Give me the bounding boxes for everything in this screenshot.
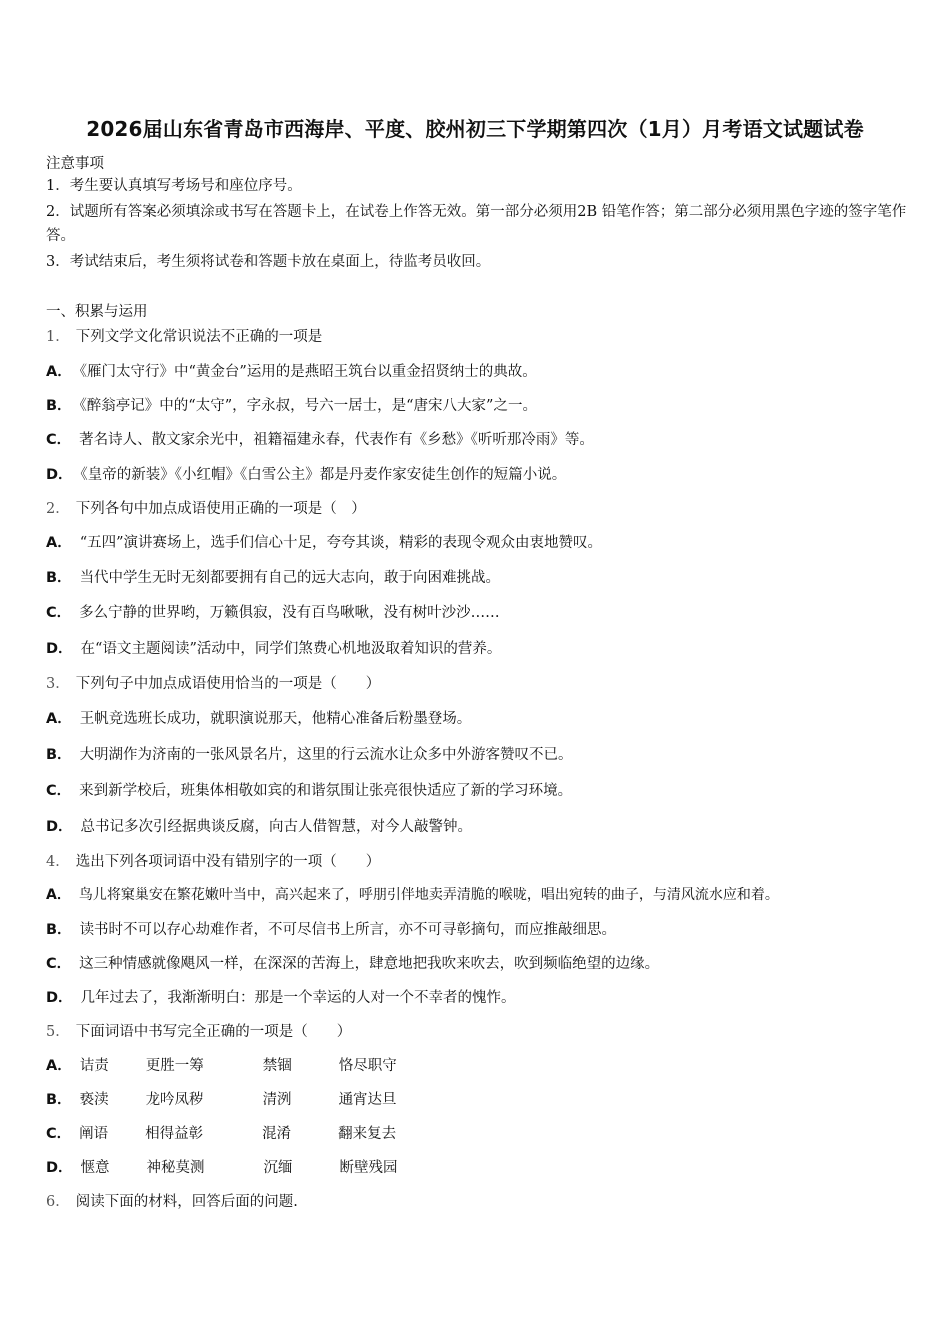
option-label: C．	[46, 432, 72, 448]
question-3	[46, 672, 380, 693]
option-a	[46, 360, 537, 381]
option-text: 著名诗人、散文家余光中，祖籍福建永春，代表作有《乡愁》《听听那冷雨》等。	[79, 432, 594, 448]
option-b	[46, 918, 616, 939]
option-word: 诘责	[79, 1058, 109, 1074]
option-text: 《醉翁亭记》中的“太守”，字永叔，号六一居士，是“唐宋八大家”之一。	[79, 398, 537, 414]
option-a	[46, 531, 602, 552]
question-number: 6．	[46, 1194, 70, 1210]
question-2	[46, 497, 366, 518]
notice-item: 3．考试结束后，考生须将试卷和答题卡放在桌面上，待监考员收回。	[46, 254, 491, 270]
option-text: 《皇帝的新装》《小红帽》《白雪公主》都是丹麦作家安徒生创作的短篇小说。	[80, 467, 567, 483]
option-label: C．	[46, 783, 72, 799]
option-d	[46, 1156, 398, 1177]
option-word: 神秘莫测	[146, 1160, 205, 1176]
option-word: 断壁残园	[339, 1160, 398, 1176]
option-word: 相得益彰	[145, 1126, 204, 1142]
option-b	[46, 1088, 397, 1109]
question-stem: 下列各句中加点成语使用正确的一项是（ ）	[75, 501, 366, 517]
option-label: A．	[46, 711, 72, 727]
option-c	[46, 779, 572, 800]
option-label: C．	[46, 605, 72, 621]
option-label: D．	[46, 641, 73, 657]
option-word: 龙吟凤秽	[145, 1092, 204, 1108]
option-word: 清洌	[262, 1092, 292, 1108]
notice-heading: 注意事项	[46, 156, 104, 172]
question-stem: 下列文学文化常识说法不正确的一项是	[75, 329, 323, 345]
option-label: C．	[46, 1126, 72, 1142]
option-label: A．	[46, 887, 71, 903]
option-a	[46, 707, 471, 728]
option-word: 惬意	[80, 1160, 110, 1176]
question-number: 1．	[46, 329, 70, 345]
section-heading: 一、积累与运用	[46, 304, 148, 320]
option-label: D．	[46, 819, 73, 835]
option-b	[46, 394, 537, 415]
option-text: 王帆竞选班长成功，就职演说那天，他精心准备后粉墨登场。	[79, 711, 472, 727]
question-stem: 下面词语中书写完全正确的一项是（ ）	[75, 1024, 352, 1040]
option-c	[46, 952, 659, 973]
option-word: 沉缅	[263, 1160, 293, 1176]
option-text: 鸟儿将窠巢安在繁花嫩叶当中，高兴起来了，呼朋引伴地卖弄清脆的喉咙，唱出宛转的曲子，与清风流水应和着。	[78, 887, 779, 903]
option-word: 阐语	[79, 1126, 109, 1142]
option-text: 总书记多次引经据典谈反腐，向古人借智慧，对今人敲警钟。	[80, 819, 473, 835]
option-text: “五四”演讲赛场上，选手们信心十足，夸夸其谈，精彩的表现令观众由衷地赞叹。	[79, 535, 603, 551]
option-word: 亵渎	[79, 1092, 109, 1108]
option-d	[46, 637, 501, 658]
option-text: 多么宁静的世界哟，万籁俱寂，没有百鸟啾啾，没有树叶沙沙……	[79, 605, 500, 621]
option-label: A．	[46, 1058, 72, 1074]
notice-item: 1．考生要认真填写考场号和座位序号。	[46, 178, 302, 194]
question-number: 5．	[46, 1024, 70, 1040]
option-label: B．	[46, 1092, 72, 1108]
option-a	[46, 884, 779, 904]
question-stem: 阅读下面的材料，回答后面的问题.	[75, 1194, 298, 1210]
question-stem: 下列句子中加点成语使用恰当的一项是（ ）	[75, 676, 381, 692]
option-word: 混淆	[262, 1126, 292, 1142]
option-label: C．	[46, 956, 72, 972]
page-title: 2026届山东省青岛市西海岸、平度、胶州初三下学期第四次（1月）月考语文试题试卷	[86, 117, 864, 141]
option-label: D．	[46, 467, 73, 483]
question-1	[46, 325, 322, 346]
option-label: B．	[46, 747, 72, 763]
question-number: 4．	[46, 854, 70, 870]
option-c	[46, 428, 594, 449]
question-5	[46, 1020, 351, 1041]
option-label: B．	[46, 922, 72, 938]
option-text: 读书时不可以存心劫难作者，不可尽信书上所言，亦不可寻彰摘句，而应推敲细思。	[79, 922, 617, 938]
question-6	[46, 1190, 298, 1211]
option-text: 《雁门太守行》中“黄金台”运用的是燕昭王筑台以重金招贤纳士的典故。	[79, 364, 537, 380]
option-d	[46, 986, 516, 1007]
option-c	[46, 1122, 396, 1143]
option-text: 几年过去了，我渐渐明白：那是一个幸运的人对一个不幸者的愧怍。	[80, 990, 516, 1006]
option-label: B．	[46, 398, 72, 414]
option-c	[46, 601, 500, 622]
option-d	[46, 463, 566, 484]
option-label: B．	[46, 570, 72, 586]
option-text: 在“语文主题阅读”活动中，同学们煞费心机地汲取着知识的营养。	[80, 641, 502, 657]
notice-item: 2．试题所有答案必须填涂或书写在答题卡上，在试卷上作答无效。第一部分必须用2B 铅笔作答；第二部分必须用黑色字迹的签字笔作答。	[46, 204, 907, 244]
option-text: 大明湖作为济南的一张风景名片，这里的行云流水让众多中外游客赞叹不已。	[79, 747, 573, 763]
option-word: 通宵达旦	[338, 1092, 397, 1108]
option-word: 翻来复去	[338, 1126, 397, 1142]
option-text: 这三种情感就像飓风一样，在深深的苦海上，肆意地把我吹来吹去，吹到频临绝望的边缘。	[79, 956, 660, 972]
question-number: 3．	[46, 676, 70, 692]
option-label: A．	[46, 535, 72, 551]
option-d	[46, 815, 472, 836]
question-4	[46, 850, 380, 871]
option-word: 恪尽职守	[338, 1058, 397, 1074]
option-text: 当代中学生无时无刻都要拥有自己的远大志向，敢于向困难挑战。	[79, 570, 501, 586]
option-b	[46, 743, 573, 764]
option-a	[46, 1054, 397, 1075]
option-text: 来到新学校后，班集体相敬如宾的和谐氛围让张亮很快适应了新的学习环境。	[79, 783, 573, 799]
question-number: 2．	[46, 501, 70, 517]
option-b	[46, 566, 500, 587]
option-label: D．	[46, 1160, 73, 1176]
question-stem: 选出下列各项词语中没有错别字的一项（ ）	[75, 854, 381, 870]
option-label: D．	[46, 990, 73, 1006]
option-word: 更胜一筹	[145, 1058, 204, 1074]
option-word: 禁锢	[262, 1058, 292, 1074]
option-label: A．	[46, 364, 72, 380]
